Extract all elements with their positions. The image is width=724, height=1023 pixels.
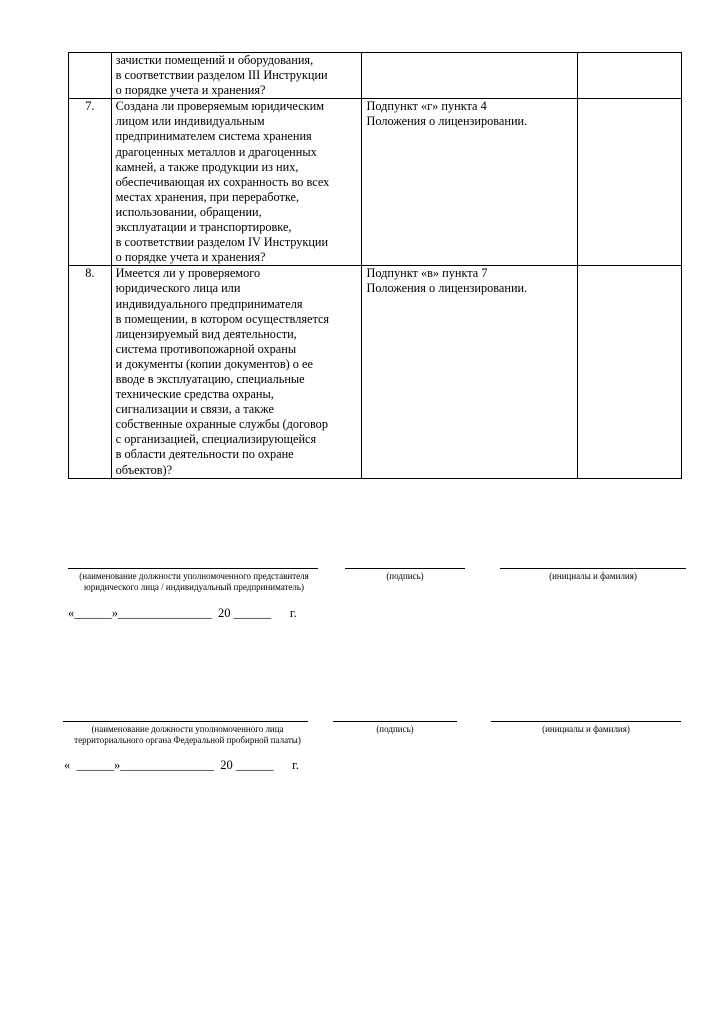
legal-reference-cell xyxy=(362,53,577,99)
question-text-line: использовании, обращении, xyxy=(115,204,262,219)
question-text-line: Создана ли проверяемым юридическим xyxy=(115,99,324,114)
reference-text-line: Положения о лицензировании. xyxy=(366,281,528,296)
name-line-1 xyxy=(500,568,686,569)
date-line-2: « ______»_______________ 20 ______ г. xyxy=(64,758,299,772)
question-text-line: собственные охранные службы (договор xyxy=(115,417,328,432)
question-text-line: вводе в эксплуатацию, специальные xyxy=(115,371,305,386)
question-text-line: в соответствии разделом III Инструкции xyxy=(115,68,328,83)
question-text-line: сигнализации и связи, а также xyxy=(115,402,275,417)
legal-reference-cell xyxy=(362,99,577,266)
question-text-line: юридического лица или xyxy=(115,281,241,296)
reference-text-line: Подпункт «в» пункта 7 xyxy=(366,266,488,281)
table-row xyxy=(69,99,682,266)
row-number: 7. xyxy=(69,99,112,266)
row-number xyxy=(69,53,112,99)
position-line-2 xyxy=(63,721,308,722)
name-line-2 xyxy=(491,721,681,722)
reference-text-line: Положения о лицензировании. xyxy=(366,114,528,129)
answer-cell xyxy=(577,266,681,478)
reference-text-line: Подпункт «г» пункта 4 xyxy=(366,99,487,114)
table-row xyxy=(69,266,682,478)
question-text-line: о порядке учета и хранения? xyxy=(115,250,266,265)
question-text-line: лицом или индивидуальным xyxy=(115,114,265,129)
question-text-line: в области деятельности по охране xyxy=(115,447,294,462)
question-text-line: система противопожарной охраны xyxy=(115,341,297,356)
question-text-line: о порядке учета и хранения? xyxy=(115,83,266,98)
legal-reference-cell xyxy=(362,266,577,478)
question-text-line: индивидуального предпринимателя xyxy=(115,296,303,311)
date-line-1: «______»_______________ 20 ______ г. xyxy=(68,606,297,620)
question-text-line: драгоценных металлов и драгоценных xyxy=(115,144,317,159)
position-line-1 xyxy=(68,568,318,569)
signature-line-1 xyxy=(345,568,465,569)
question-text-line: местах хранения, при переработке, xyxy=(115,189,300,204)
table-row xyxy=(69,53,682,99)
question-cell xyxy=(111,266,362,478)
signature-caption-2: (подпись) xyxy=(376,724,414,734)
question-cell xyxy=(111,99,362,266)
question-text-line: с организацией, специализирующейся xyxy=(115,432,317,447)
question-text-line: Имеется ли у проверяемого xyxy=(115,266,261,281)
name-caption-1: (инициалы и фамилия) xyxy=(549,571,637,581)
question-cell xyxy=(111,53,362,99)
question-text-line: эксплуатации и транспортировке, xyxy=(115,220,292,235)
question-text-line: и документы (копии документов) о ее xyxy=(115,356,313,371)
question-text-line: технические средства охраны, xyxy=(115,387,274,402)
position-caption-2: (наименование должности уполномоченного лица территориального органа Федеральной пробирной палаты) xyxy=(74,724,301,745)
question-text-line: зачистки помещений и оборудования, xyxy=(115,53,314,67)
question-text-line: лицензируемый вид деятельности, xyxy=(115,326,297,341)
row-number: 8. xyxy=(69,266,112,478)
signature-line-2 xyxy=(333,721,457,722)
name-caption-2: (инициалы и фамилия) xyxy=(542,724,630,734)
question-text-line: в помещении, в котором осуществляется xyxy=(115,311,330,326)
question-text-line: предпринимателем система хранения xyxy=(115,129,312,144)
question-text-line: объектов)? xyxy=(115,462,173,477)
answer-cell xyxy=(577,53,681,99)
question-text-line: обеспечивающая их сохранность во всех xyxy=(115,174,330,189)
inspection-checklist-table xyxy=(68,52,682,479)
question-text-line: камней, а также продукции из них, xyxy=(115,159,299,174)
signature-caption-1: (подпись) xyxy=(386,571,424,581)
question-text-line: в соответствии разделом IV Инструкции xyxy=(115,235,329,250)
answer-cell xyxy=(577,99,681,266)
position-caption-1: (наименование должности уполномоченного представителя юридического лица / индивидуальный предприниматель) xyxy=(79,571,309,592)
